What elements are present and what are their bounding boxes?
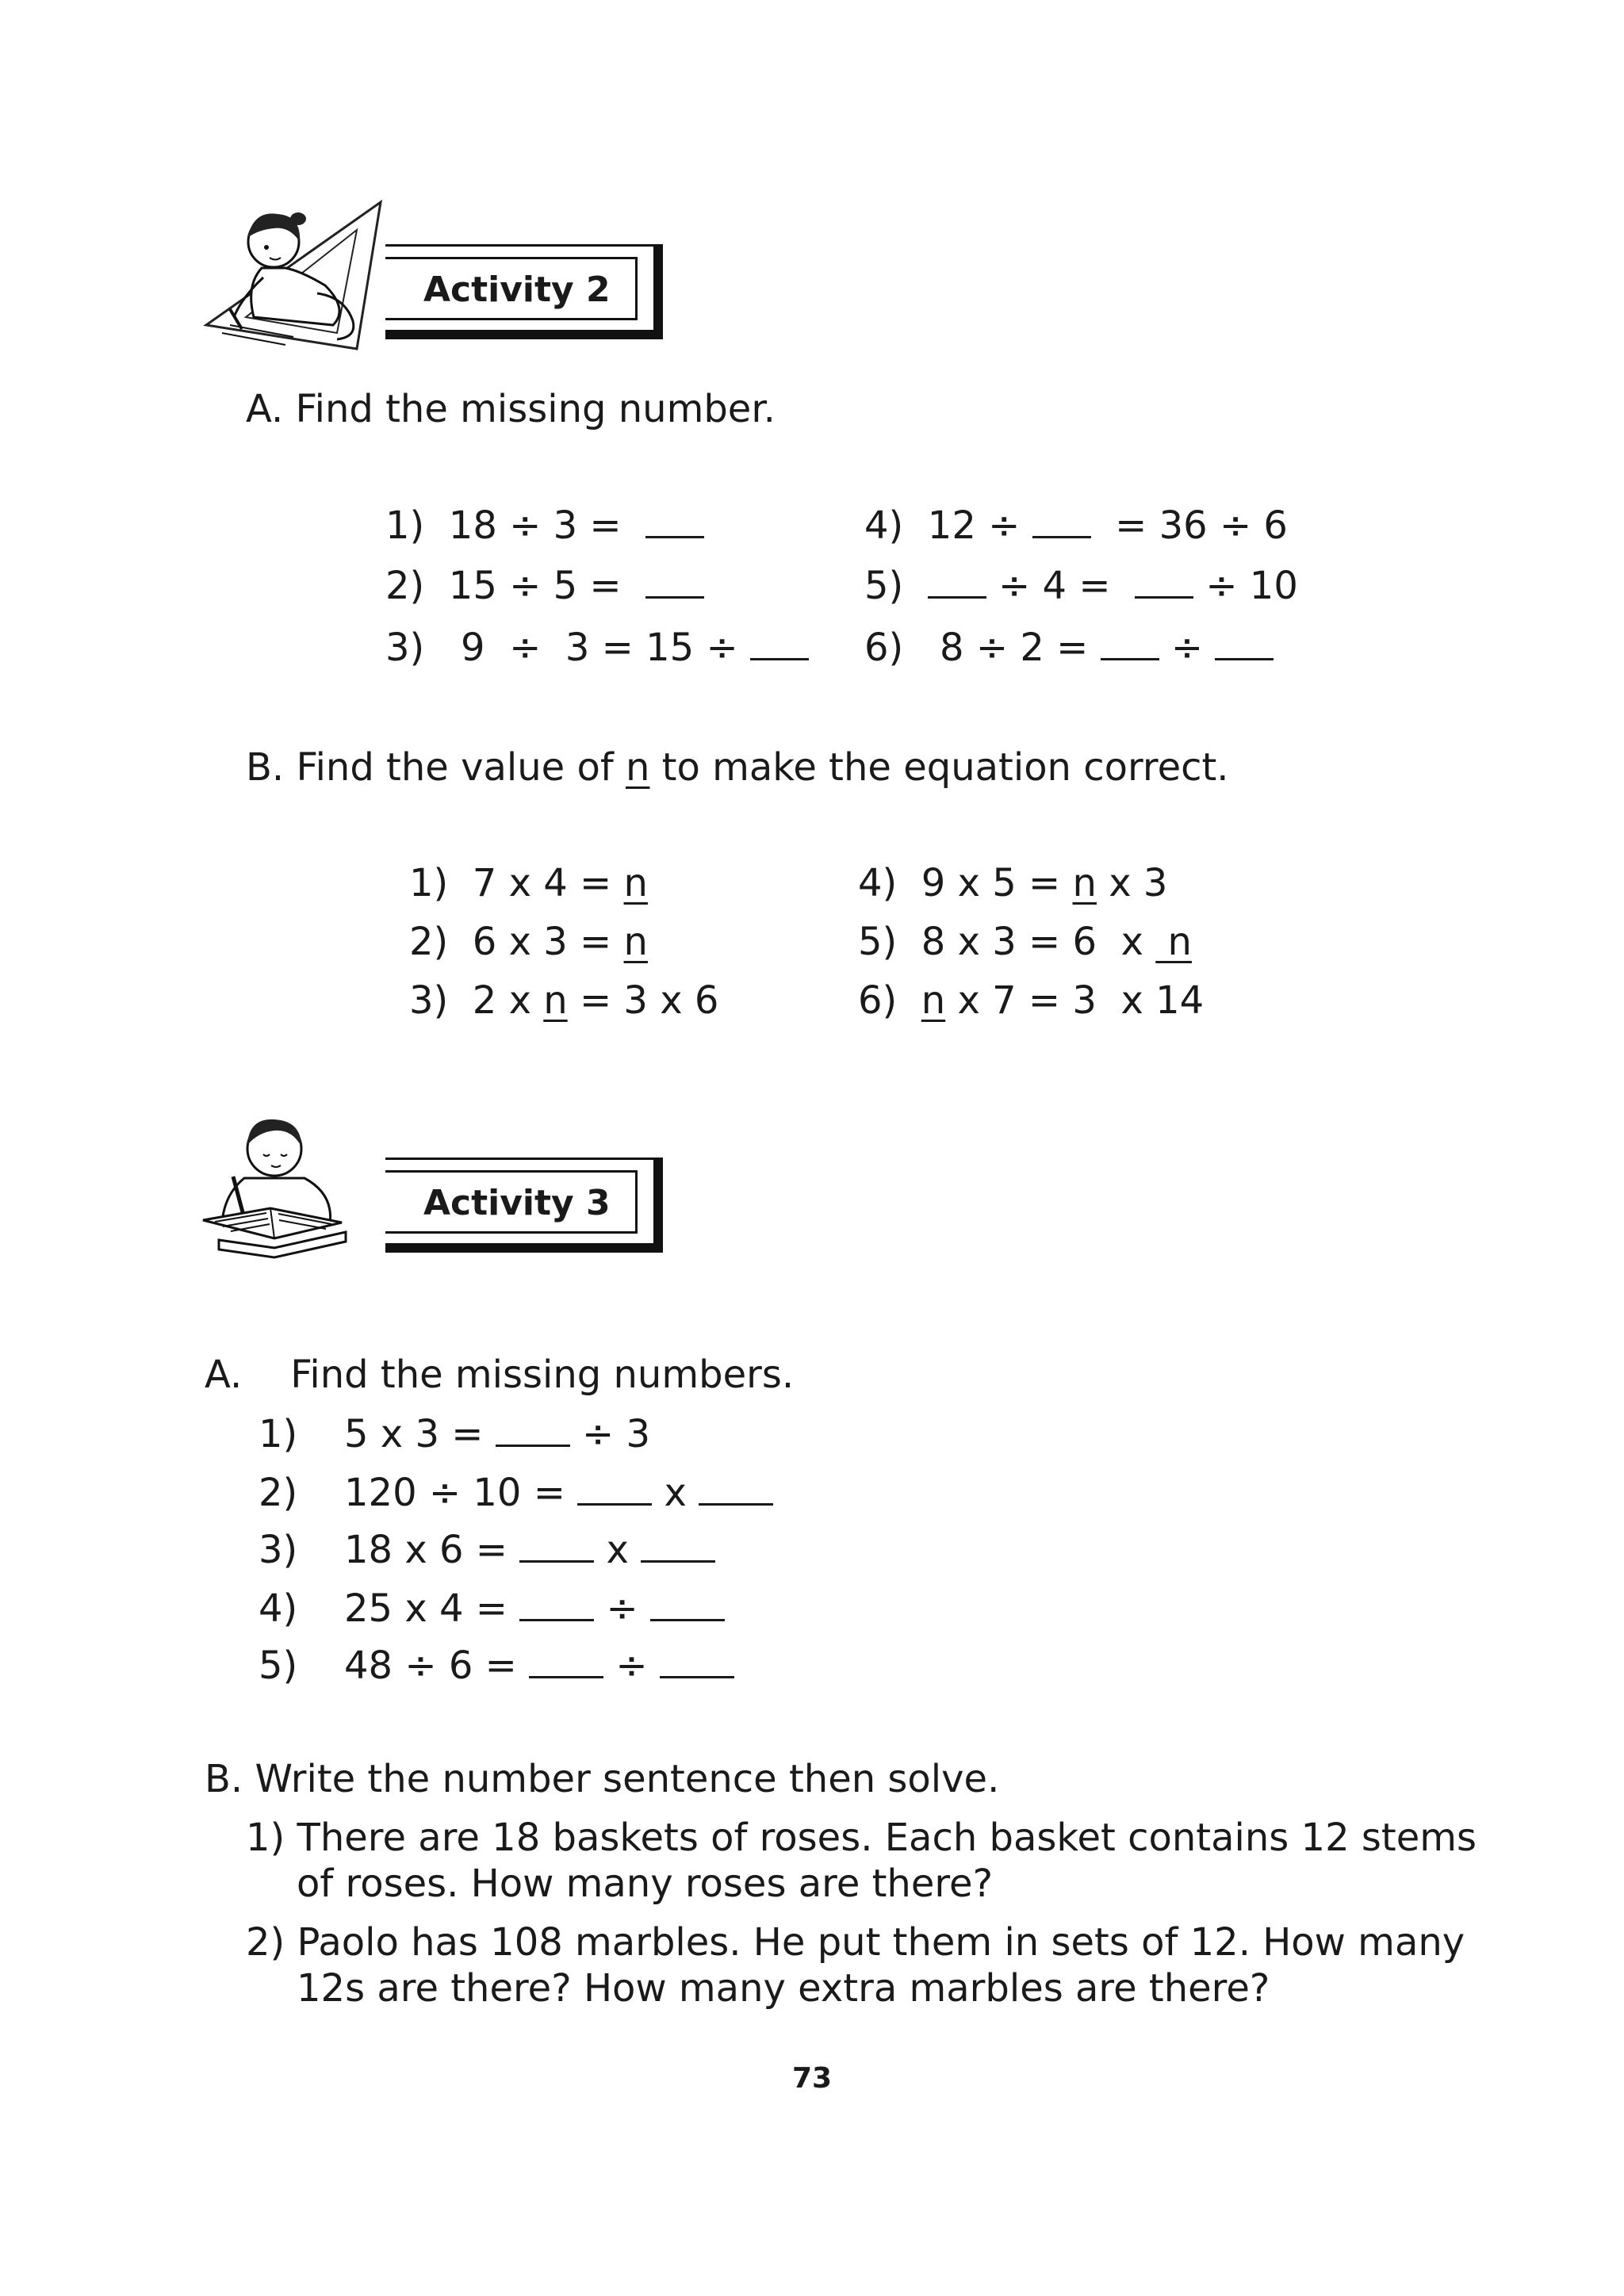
answer-blank[interactable] <box>1101 623 1159 660</box>
a2b-item-3: 3) 2 x n = 3 x 6 <box>409 978 719 1023</box>
answer-blank[interactable] <box>650 1584 725 1621</box>
a2b-item-2: 2) 6 x 3 = n <box>409 920 648 964</box>
a2a-item-1: 1) 18 ÷ 3 = <box>385 501 704 549</box>
activity-2-part-b-heading: B. Find the value of n to make the equation correct. <box>246 745 1229 790</box>
answer-blank[interactable] <box>1032 501 1091 538</box>
activity-2-title: Activity 2 <box>423 270 611 310</box>
answer-blank[interactable] <box>519 1584 594 1621</box>
answer-blank[interactable] <box>577 1468 652 1506</box>
boy-writing-illustration <box>195 1105 354 1264</box>
a3a-item-5: 5) 48 ÷ 6 = ÷ <box>259 1641 734 1689</box>
answer-blank[interactable] <box>645 561 704 599</box>
answer-blank[interactable] <box>529 1641 603 1678</box>
a2a-item-6: 6) 8 ÷ 2 = ÷ <box>864 623 1274 672</box>
a3b-problem-1-line-2: of roses. How many roses are there? <box>297 1862 994 1906</box>
a2a-item-5: 5) ÷ 4 = ÷ 10 <box>864 561 1298 610</box>
a2a-item-3: 3) 9 ÷ 3 = 15 ÷ <box>385 623 809 672</box>
a2b-item-6: 6) n x 7 = 3 x 14 <box>858 978 1205 1023</box>
answer-blank[interactable] <box>645 501 704 538</box>
a3a-item-2: 2) 120 ÷ 10 = x <box>259 1468 773 1517</box>
a2b-item-1: 1) 7 x 4 = n <box>409 861 648 905</box>
a2b-item-4: 4) 9 x 5 = n x 3 <box>858 861 1168 905</box>
a3b-problem-2-line-2: 12s are there? How many extra marbles are there? <box>297 1966 1270 2011</box>
girl-drawing-illustration <box>198 198 389 357</box>
answer-blank[interactable] <box>641 1525 715 1563</box>
answer-blank[interactable] <box>496 1410 570 1447</box>
answer-blank[interactable] <box>1135 561 1193 599</box>
answer-blank[interactable] <box>519 1525 594 1563</box>
a3a-item-1: 1) 5 x 3 = ÷ 3 <box>259 1410 650 1458</box>
a3a-item-3: 3) 18 x 6 = x <box>259 1525 715 1574</box>
a2b-item-5: 5) 8 x 3 = 6 x n <box>858 920 1192 964</box>
page-number: 73 <box>791 2062 833 2095</box>
a2a-item-4: 4) 12 ÷ = 36 ÷ 6 <box>864 501 1288 549</box>
a3b-problem-1: 1) There are 18 baskets of roses. Each basket contains 12 stems <box>246 1816 1477 1860</box>
answer-blank[interactable] <box>928 561 986 599</box>
answer-blank[interactable] <box>750 623 809 660</box>
activity-3-part-a-heading: A. Find the missing numbers. <box>205 1353 795 1397</box>
activity-3-title-frame <box>385 1158 663 1253</box>
answer-blank[interactable] <box>1215 623 1274 660</box>
a2a-item-2: 2) 15 ÷ 5 = <box>385 561 704 610</box>
activity-3-title: Activity 3 <box>423 1183 611 1223</box>
activity-3-part-b-heading: B. Write the number sentence then solve. <box>205 1757 1000 1801</box>
a3b-problem-2: 2) Paolo has 108 marbles. He put them in sets of 12. How many <box>246 1920 1465 1965</box>
activity-2-part-a-heading: A. Find the missing number. <box>246 387 776 431</box>
a3a-item-4: 4) 25 x 4 = ÷ <box>259 1584 725 1632</box>
answer-blank[interactable] <box>660 1641 734 1678</box>
answer-blank[interactable] <box>699 1468 773 1506</box>
activity-2-title-frame <box>385 244 663 339</box>
